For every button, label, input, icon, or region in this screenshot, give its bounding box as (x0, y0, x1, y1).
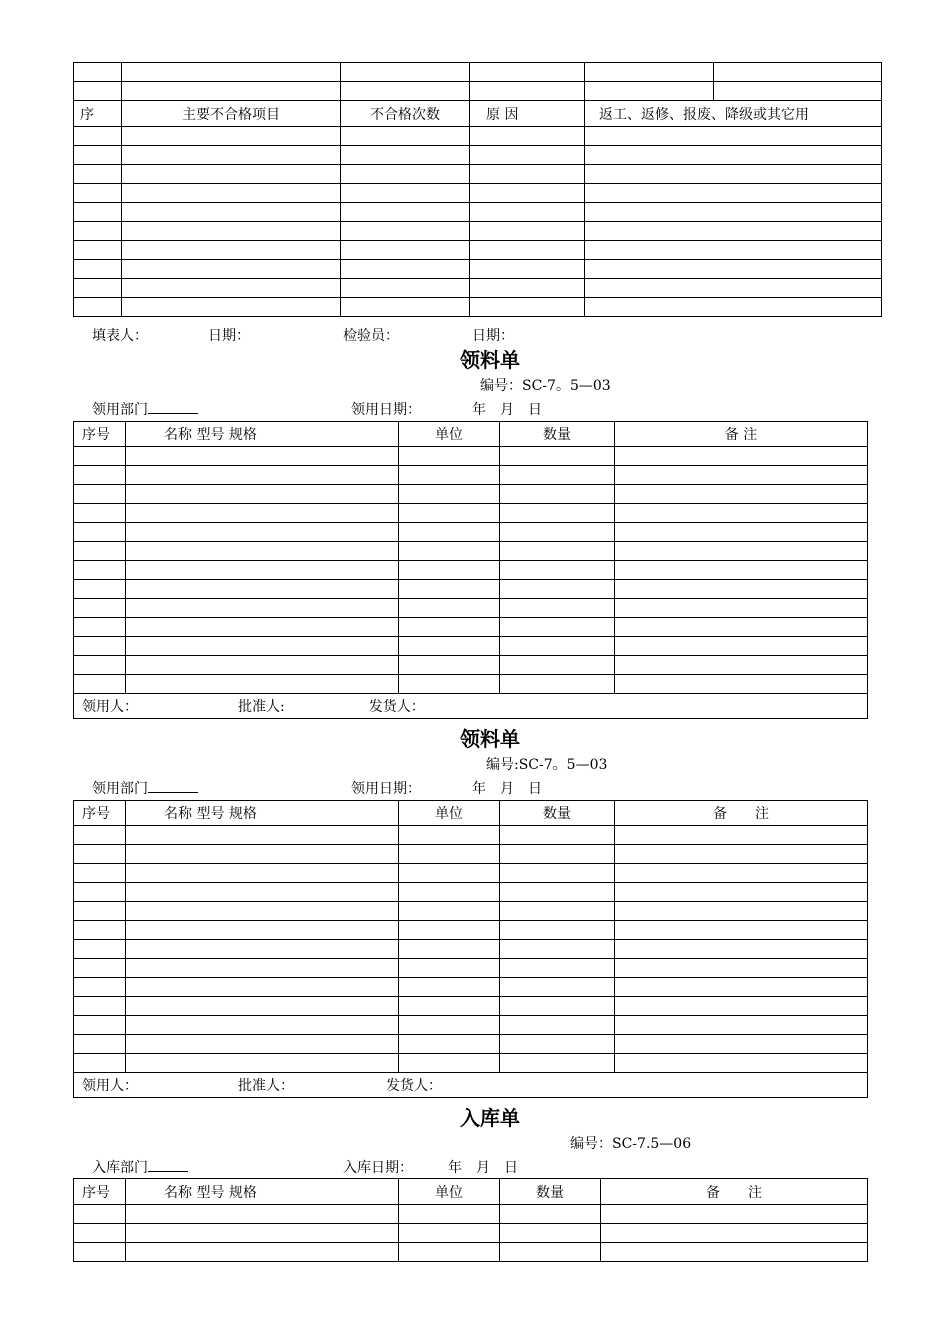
date-label: 领用日期： (351, 402, 421, 418)
table-row (74, 561, 868, 580)
table-cell[interactable] (399, 883, 500, 902)
table-cell[interactable] (399, 959, 500, 978)
table-cell[interactable] (470, 279, 585, 298)
table-cell[interactable] (470, 222, 585, 241)
table-cell[interactable] (615, 599, 868, 618)
col-header-seq: 序号 (74, 422, 126, 447)
table-cell[interactable] (500, 1224, 601, 1243)
table-cell[interactable] (500, 523, 615, 542)
table-cell[interactable] (74, 978, 126, 997)
table-cell[interactable] (126, 561, 399, 580)
table-cell[interactable] (615, 542, 868, 561)
table-cell[interactable] (126, 997, 399, 1016)
table-cell[interactable] (500, 1035, 615, 1054)
table-cell[interactable] (74, 466, 126, 485)
table-cell[interactable] (399, 864, 500, 883)
table-row (74, 940, 868, 959)
table-cell[interactable] (122, 203, 341, 222)
table-cell[interactable] (126, 1224, 399, 1243)
table-cell[interactable] (126, 959, 399, 978)
table-cell[interactable] (500, 1243, 601, 1262)
table-cell[interactable] (585, 279, 882, 298)
table-cell[interactable] (399, 1224, 500, 1243)
table-cell[interactable] (126, 845, 399, 864)
table-row (74, 1243, 868, 1262)
table-row (74, 883, 868, 902)
table-cell[interactable] (126, 1054, 399, 1073)
table-cell[interactable] (341, 184, 470, 203)
table-cell[interactable] (615, 485, 868, 504)
table-cell[interactable] (615, 883, 868, 902)
col-header-reason: 原 因 (470, 101, 585, 127)
table-cell[interactable] (615, 447, 868, 466)
table-cell[interactable] (341, 298, 470, 317)
table-row (74, 656, 868, 675)
col-header-seq: 序号 (74, 801, 126, 826)
dept-label: 领用部门 (92, 781, 148, 797)
table-cell[interactable] (126, 504, 399, 523)
table-cell[interactable] (74, 485, 126, 504)
table-cell[interactable] (500, 997, 615, 1016)
table-cell[interactable] (74, 883, 126, 902)
table-cell[interactable] (615, 504, 868, 523)
table-cell[interactable] (500, 1016, 615, 1035)
col-header-remarks: 备 注 (615, 801, 868, 826)
table-cell[interactable] (122, 146, 341, 165)
table-cell[interactable] (126, 523, 399, 542)
dept-input[interactable] (148, 780, 198, 793)
table-cell[interactable] (615, 466, 868, 485)
table-cell[interactable] (122, 260, 341, 279)
table-cell[interactable] (500, 883, 615, 902)
table-row (74, 241, 882, 260)
col-header-disposition: 返工、返修、报废、降级或其它用 (585, 101, 882, 127)
table-cell[interactable] (126, 978, 399, 997)
col-header-count: 不合格次数 (341, 101, 470, 127)
table-cell[interactable] (500, 447, 615, 466)
table-cell[interactable] (500, 580, 615, 599)
date-label: 入库日期： (343, 1160, 413, 1176)
page-title: 领料单 (460, 348, 520, 372)
table-row (74, 1016, 868, 1035)
table-cell[interactable] (122, 279, 341, 298)
table-cell[interactable] (399, 826, 500, 845)
col-header-item: 主要不合格项目 (122, 101, 341, 127)
table-cell[interactable] (500, 542, 615, 561)
col-header-unit: 单位 (399, 1179, 500, 1205)
table-cell[interactable] (470, 146, 585, 165)
table-cell[interactable] (399, 978, 500, 997)
table-cell[interactable] (399, 656, 500, 675)
requisition-table (73, 421, 868, 719)
table-row (74, 298, 882, 317)
table-row (74, 580, 868, 599)
table-cell[interactable] (399, 675, 500, 694)
dept-field (92, 1157, 188, 1177)
table-cell[interactable] (74, 1016, 126, 1035)
table-cell[interactable] (470, 184, 585, 203)
form-code: 编号：SC-7。5—03 (480, 378, 611, 394)
table-cell[interactable] (500, 599, 615, 618)
table-cell[interactable] (126, 826, 399, 845)
table-row (74, 203, 882, 222)
table-cell[interactable] (122, 222, 341, 241)
table-cell[interactable] (500, 618, 615, 637)
table-cell[interactable] (74, 1205, 126, 1224)
table-cell[interactable] (74, 222, 122, 241)
table-cell[interactable] (585, 222, 882, 241)
table-cell[interactable] (74, 447, 126, 466)
table-cell[interactable] (74, 656, 126, 675)
table-cell[interactable] (500, 940, 615, 959)
table-cell[interactable] (74, 826, 126, 845)
table-cell[interactable] (74, 279, 122, 298)
table-cell[interactable] (126, 580, 399, 599)
table-cell[interactable] (399, 1205, 500, 1224)
table-cell[interactable] (615, 580, 868, 599)
table-cell[interactable] (470, 298, 585, 317)
signature-row (74, 1073, 868, 1098)
table-cell[interactable] (126, 864, 399, 883)
table-cell[interactable] (399, 485, 500, 504)
approver-label: 批准人： (238, 1078, 294, 1094)
table-cell[interactable] (615, 1054, 868, 1073)
table-cell[interactable] (615, 1016, 868, 1035)
table-cell[interactable] (500, 1205, 601, 1224)
col-header-seq: 序号 (74, 1179, 126, 1205)
table-cell[interactable] (470, 203, 585, 222)
table-cell[interactable] (500, 1054, 615, 1073)
nonconformity-table (73, 62, 882, 317)
table-cell[interactable] (399, 1054, 500, 1073)
table-cell[interactable] (399, 561, 500, 580)
table-row (74, 599, 868, 618)
table-cell[interactable] (500, 978, 615, 997)
table-cell[interactable] (615, 656, 868, 675)
table-cell[interactable] (399, 542, 500, 561)
table-cell[interactable] (74, 580, 126, 599)
table-cell[interactable] (126, 902, 399, 921)
table-row (74, 523, 868, 542)
table-cell[interactable] (74, 599, 126, 618)
table-header-row (74, 801, 868, 826)
table-row (74, 864, 868, 883)
table-cell[interactable] (615, 523, 868, 542)
table-cell[interactable] (500, 959, 615, 978)
table-cell[interactable] (74, 165, 122, 184)
table-cell[interactable] (399, 921, 500, 940)
table-cell[interactable] (399, 845, 500, 864)
dept-input[interactable] (148, 1159, 188, 1172)
table-cell[interactable] (74, 203, 122, 222)
table-cell[interactable] (341, 203, 470, 222)
col-header-unit: 单位 (399, 422, 500, 447)
table-cell[interactable] (585, 298, 882, 317)
form-code: 编号:SC-7。5—03 (486, 757, 608, 773)
table-cell[interactable] (126, 1035, 399, 1054)
table-cell[interactable] (122, 165, 341, 184)
table-cell[interactable] (500, 561, 615, 580)
table-cell[interactable] (500, 845, 615, 864)
date-label: 日期： (208, 328, 250, 344)
table-header-row (74, 1179, 868, 1205)
table-cell[interactable] (74, 845, 126, 864)
table-row (74, 1035, 868, 1054)
table-cell[interactable] (126, 883, 399, 902)
table-cell[interactable] (341, 146, 470, 165)
table-cell[interactable] (126, 1205, 399, 1224)
table-row (74, 146, 882, 165)
table-cell[interactable] (585, 127, 882, 146)
table-cell[interactable] (74, 921, 126, 940)
table-cell[interactable] (585, 260, 882, 279)
table-cell[interactable] (500, 675, 615, 694)
approver-label: 批准人: (238, 699, 285, 715)
table-cell[interactable] (74, 997, 126, 1016)
table-row (74, 921, 868, 940)
table-cell[interactable] (585, 241, 882, 260)
table-cell[interactable] (601, 1224, 868, 1243)
table-cell[interactable] (470, 127, 585, 146)
table-row (74, 902, 868, 921)
table-cell[interactable] (122, 298, 341, 317)
table-cell[interactable] (74, 902, 126, 921)
table-cell[interactable] (126, 599, 399, 618)
table-row (74, 978, 868, 997)
table-cell[interactable] (74, 260, 122, 279)
table-row (74, 222, 882, 241)
table-cell[interactable] (122, 184, 341, 203)
table-cell[interactable] (126, 1243, 399, 1262)
col-header-qty: 数量 (500, 422, 615, 447)
date-units: 年 月 日 (448, 1160, 518, 1176)
table-row (74, 485, 868, 504)
table-cell[interactable] (615, 561, 868, 580)
table-cell[interactable] (126, 675, 399, 694)
table-row (74, 1205, 868, 1224)
table-cell[interactable] (399, 1035, 500, 1054)
form-code: 编号：SC-7.5—06 (570, 1136, 692, 1152)
table-cell[interactable] (74, 504, 126, 523)
table-row (74, 260, 882, 279)
sender-label: 发货人： (386, 1078, 442, 1094)
table-row (74, 1054, 868, 1073)
table-cell[interactable] (500, 485, 615, 504)
table-cell[interactable] (126, 618, 399, 637)
table-row (74, 1224, 868, 1243)
table-row (74, 845, 868, 864)
col-header-remarks: 备 注 (615, 422, 868, 447)
dept-field (92, 778, 198, 798)
table-cell[interactable] (615, 940, 868, 959)
col-header-name: 名称 型号 规格 (126, 801, 399, 826)
table-cell[interactable] (74, 542, 126, 561)
table-row (74, 997, 868, 1016)
table-cell[interactable] (74, 618, 126, 637)
table-cell[interactable] (122, 127, 341, 146)
col-header-qty: 数量 (500, 1179, 601, 1205)
table-cell[interactable] (341, 241, 470, 260)
table-cell[interactable] (601, 1243, 868, 1262)
table-cell[interactable] (74, 1035, 126, 1054)
table-header-row (74, 101, 882, 127)
table-row (74, 675, 868, 694)
dept-label: 领用部门 (92, 402, 148, 418)
table-cell[interactable] (126, 637, 399, 656)
table-cell[interactable] (399, 1016, 500, 1035)
table-cell[interactable] (399, 1243, 500, 1262)
table-cell[interactable] (126, 656, 399, 675)
table-row (74, 542, 868, 561)
table-row (74, 826, 868, 845)
table-cell[interactable] (74, 523, 126, 542)
col-header-qty: 数量 (500, 801, 615, 826)
table-cell[interactable] (615, 675, 868, 694)
table-row (74, 959, 868, 978)
table-cell[interactable] (615, 826, 868, 845)
table-cell[interactable] (615, 864, 868, 883)
table-row (74, 279, 882, 298)
table-cell[interactable] (470, 241, 585, 260)
date-label: 领用日期： (351, 781, 421, 797)
table-cell[interactable] (470, 260, 585, 279)
table-row (74, 637, 868, 656)
table-cell[interactable] (399, 599, 500, 618)
receiver-label: 领用人： (82, 699, 138, 715)
table-cell[interactable] (585, 165, 882, 184)
table-cell[interactable] (399, 466, 500, 485)
table-cell[interactable] (500, 864, 615, 883)
table-cell[interactable] (615, 959, 868, 978)
table-cell[interactable] (399, 580, 500, 599)
table-cell[interactable] (74, 1224, 126, 1243)
col-header-seq: 序 (74, 101, 122, 127)
receiver-label: 领用人： (82, 1078, 138, 1094)
warehouse-table (73, 1178, 868, 1262)
table-row (74, 127, 882, 146)
table-row (74, 466, 868, 485)
filler-label: 填表人： (92, 328, 148, 344)
table-row (74, 82, 882, 101)
table-cell[interactable] (399, 504, 500, 523)
table-cell[interactable] (74, 1243, 126, 1262)
table-row (74, 504, 868, 523)
table-cell[interactable] (601, 1205, 868, 1224)
table-row (74, 184, 882, 203)
table-cell[interactable] (341, 127, 470, 146)
table-cell[interactable] (74, 298, 122, 317)
table-cell[interactable] (74, 675, 126, 694)
table-cell[interactable] (74, 637, 126, 656)
table-cell[interactable] (126, 921, 399, 940)
table-cell[interactable] (615, 845, 868, 864)
table-cell[interactable] (74, 864, 126, 883)
table-cell[interactable] (399, 902, 500, 921)
table-cell[interactable] (585, 146, 882, 165)
table-cell[interactable] (585, 184, 882, 203)
table-cell[interactable] (399, 997, 500, 1016)
sender-label: 发货人： (368, 699, 425, 715)
table-cell[interactable] (500, 637, 615, 656)
table-cell[interactable] (500, 921, 615, 940)
dept-input[interactable] (148, 401, 198, 414)
table-cell[interactable] (126, 940, 399, 959)
table-cell[interactable] (74, 184, 122, 203)
table-cell[interactable] (341, 222, 470, 241)
table-cell[interactable] (74, 241, 122, 260)
table-cell[interactable] (126, 466, 399, 485)
table-cell[interactable] (74, 127, 122, 146)
table-cell[interactable] (615, 618, 868, 637)
signature-row (74, 694, 868, 719)
col-header-remarks: 备 注 (601, 1179, 868, 1205)
table-cell[interactable] (399, 447, 500, 466)
table-cell[interactable] (615, 921, 868, 940)
table-cell[interactable] (126, 485, 399, 504)
col-header-name: 名称 型号 规格 (126, 1179, 399, 1205)
requisition-table (73, 800, 868, 1098)
col-header-unit: 单位 (399, 801, 500, 826)
table-cell[interactable] (500, 826, 615, 845)
table-row (74, 618, 868, 637)
table-cell[interactable] (74, 959, 126, 978)
col-header-name: 名称 型号 规格 (126, 422, 399, 447)
table-row (74, 447, 868, 466)
table-cell[interactable] (341, 279, 470, 298)
table-cell[interactable] (500, 466, 615, 485)
table-cell[interactable] (74, 1054, 126, 1073)
table-cell[interactable] (399, 637, 500, 656)
table-cell[interactable] (615, 637, 868, 656)
date-label: 日期： (472, 328, 514, 344)
table-cell[interactable] (500, 656, 615, 675)
inspector-label: 检验员： (343, 328, 399, 344)
table-cell[interactable] (615, 902, 868, 921)
table-cell[interactable] (126, 542, 399, 561)
table-cell[interactable] (74, 146, 122, 165)
dept-label: 入库部门 (92, 1160, 148, 1176)
table-cell[interactable] (341, 165, 470, 184)
table-cell[interactable] (122, 241, 341, 260)
table-cell[interactable] (399, 940, 500, 959)
page-title: 领料单 (460, 727, 520, 751)
table-cell[interactable] (74, 561, 126, 580)
page-title: 入库单 (460, 1106, 520, 1130)
table-cell[interactable] (74, 940, 126, 959)
table-cell[interactable] (399, 618, 500, 637)
table-cell[interactable] (341, 260, 470, 279)
date-units: 年 月 日 (472, 402, 542, 418)
table-cell[interactable] (615, 1035, 868, 1054)
table-cell[interactable] (615, 978, 868, 997)
table-cell[interactable] (585, 203, 882, 222)
table-cell[interactable] (470, 165, 585, 184)
table-header-row (74, 422, 868, 447)
table-cell[interactable] (615, 997, 868, 1016)
date-units: 年 月 日 (472, 781, 542, 797)
table-cell[interactable] (500, 902, 615, 921)
table-cell[interactable] (399, 523, 500, 542)
table-cell[interactable] (126, 1016, 399, 1035)
table-row (74, 165, 882, 184)
table-cell[interactable] (126, 447, 399, 466)
table-row (74, 63, 882, 82)
dept-field (92, 399, 198, 419)
table-cell[interactable] (500, 504, 615, 523)
